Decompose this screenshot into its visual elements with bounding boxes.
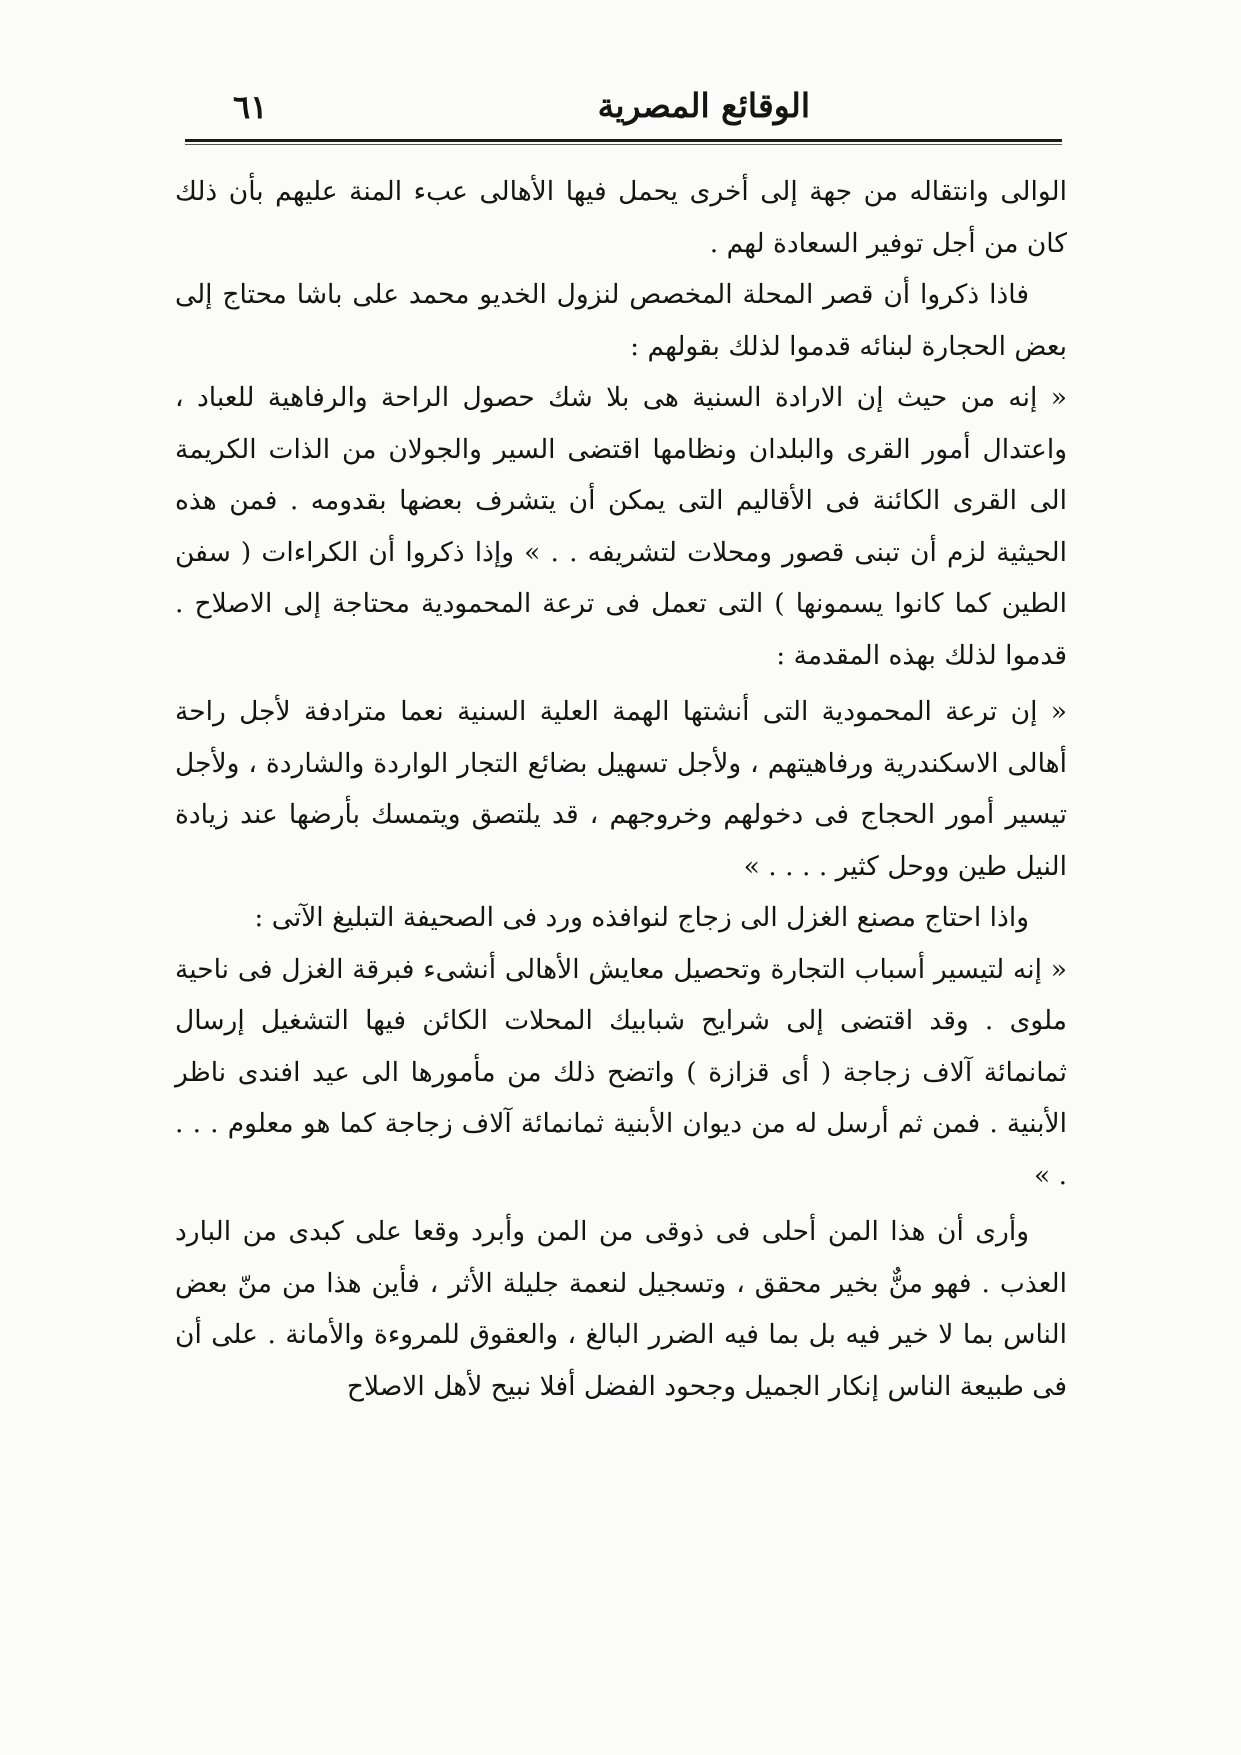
paragraph-7: وأرى أن هذا المن أحلى فى ذوقى من المن وأبرد وقعا على كبدى من البارد العذب . فهو منٌّ بخير محقق ، وتسجيل لنعمة جليلة الأثر ، فأين هذا من منّ بعض الناس بما لا خير فيه بل بما فيه الضرر البالغ ، والعقوق للمروءة والأمانة . على أن فى طبيعة الناس إنكار الجميل وجحود الفضل أفلا نبيح لأهل الاصلاح bbox=[175, 1216, 1067, 1402]
paragraph-6-quote: « إنه لتيسير أسباب التجارة وتحصيل معايش الأهالى أنشىء فبرقة الغزل فى ناحية ملوى . وقد اقتضى إلى شرايح شبابيك المحلات الكائن فيها التشغيل إرسال ثمانمائة آلاف زجاجة ( أى قزازة ) واتضح ذلك من مأمورها الى عيد افندى ناظر الأبنية . فمن ثم أرسل له من ديوان الأبنية ثمانمائة آلاف زجاجة كما هو معلوم . . . . » bbox=[175, 953, 1067, 1191]
paragraph-1: الوالى وانتقاله من جهة إلى أخرى يحمل فيها الأهالى عبء المنة عليهم بأن ذلك كان من أجل توفير السعادة لهم . bbox=[175, 176, 1067, 259]
paragraph-5: واذا احتاج مصنع الغزل الى زجاج لنوافذه ورد فى الصحيفة التبليغ الآتى : bbox=[254, 902, 1029, 933]
running-title: الوقائع المصرية bbox=[597, 86, 810, 125]
paragraph-2: فاذا ذكروا أن قصر المحلة المخصص لنزول الخديو محمد على باشا محتاج إلى بعض الحجارة لبنائه قدموا لذلك بقولهم : bbox=[175, 279, 1067, 362]
paragraph-4-quote: « إن ترعة المحمودية التى أنشتها الهمة العلية السنية نعما مترادفة لأجل راحة أهالى الاسكندرية ورفاهيتهم ، ولأجل تسهيل بضائع التجار الواردة والشاردة ، ولأجل تيسير أمور الحجاج فى دخولهم وخروجهم ، قد يلتصق ويتمسك بأرضها عند زيادة النيل طين ووحل كثير . . . . » bbox=[175, 696, 1067, 882]
header-rule bbox=[185, 139, 1062, 142]
page-header bbox=[185, 78, 1062, 134]
paragraph-3-quote: « إنه من حيث إن الارادة السنية هى بلا شك حصول الراحة والرفاهية للعباد ، واعتدال أمور القرى والبلدان ونظامها اقتضى السير والجولان من الذات الكريمة الى القرى الكائنة فى الأقاليم التى يمكن أن يتشرف بعضها بقدومه . فمن هذه الحيثية لزم أن تبنى قصور ومحلات لتشريفه . . » وإذا ذكروا أن الكراءات ( سفن الطين كما كانوا يسمونها ) التى تعمل فى ترعة المحمودية محتاجة إلى الاصلاح . قدموا لذلك بهذه المقدمة : bbox=[175, 382, 1067, 671]
body-text bbox=[175, 166, 1067, 1412]
header-rule-thin bbox=[185, 144, 1062, 145]
page-number: ٦١ bbox=[233, 88, 268, 126]
